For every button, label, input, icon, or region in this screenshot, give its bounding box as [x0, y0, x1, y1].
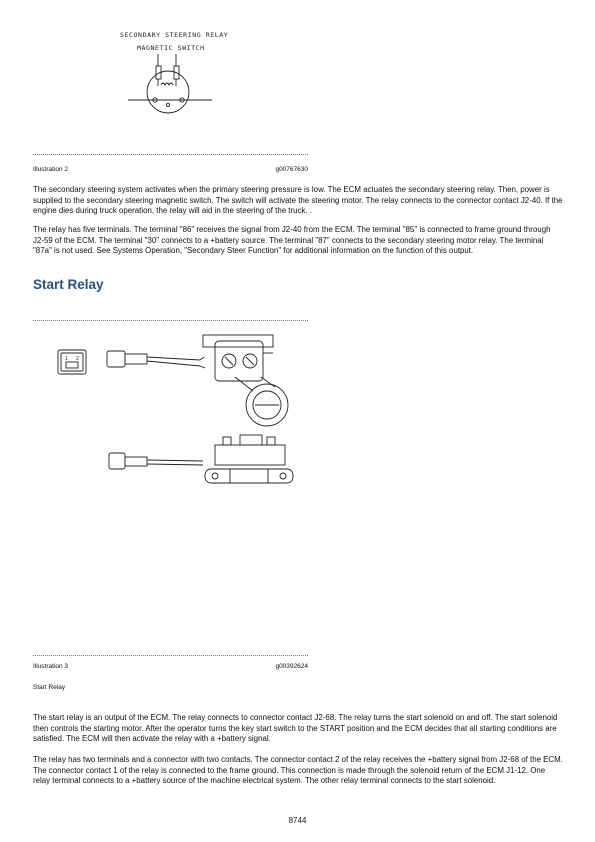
illustration-3-caption: [33, 663, 308, 670]
figure-title-line1: SECONDARY STEERING RELAY: [120, 31, 229, 39]
caption-id: g00767630: [275, 166, 308, 173]
caption-text: Start Relay: [33, 684, 66, 691]
section-heading: Start Relay: [33, 277, 104, 292]
paragraph: The relay has five terminals. The terminal "86" receives the signal from J2-40 from the ECM. The terminal "85" is connected to frame ground through J2-59 of the ECM. The terminal "30" connects to a +battery source. The terminal "87" connects to the secondary steering motor relay. The terminal "87a" is not used. See Systems Operation, "Secondary Steer Function" for additional information on the function of this output.: [33, 225, 551, 255]
paragraph: The secondary steering system activates when the primary steering pressure is low. The ECM actuates the secondary steering relay. Then, power is supplied to the secondary steering magnetic switch. The switch will activate the steering motor. The relay connects to the connector contact J2-40. If the engine dies during truck operation, the relay will aid in the steering of the truck. .: [33, 185, 563, 215]
page-number: 8744: [288, 816, 307, 825]
caption-label: Illustration 3: [33, 663, 69, 670]
caption-rule: [33, 320, 308, 321]
paragraph: The start relay is an output of the ECM. The relay connects to connector contact J2-68. The relay turns the start solenoid on and off. The start solenoid then controls the starting motor. After the operator turns the key start switch to the START position and the ECM decides that all starting conditions are satisfied. The ECM will then activate the relay with a +battery signal.: [33, 713, 558, 743]
pin-label: 2: [76, 356, 79, 362]
illustration-2-caption: [33, 166, 308, 173]
caption-id: g00392624: [275, 663, 308, 670]
connector-icon: [57, 347, 87, 377]
caption-rule: [33, 154, 308, 155]
caption-rule: [33, 655, 308, 656]
paragraph: The relay has two terminals and a connector with two contacts. The connector contact 2 of the relay receives the +battery signal from J2-68 of the ECM. The connector contact 1 of the relay is connected to the frame ground. This connection is made through the solenoid return of the ECM J1-12. One relay terminal connects to a +battery source of the machine electrical system. The other relay terminal connects to the start solenoid.: [33, 755, 563, 785]
caption-label: Illustration 2: [33, 166, 69, 173]
figure-title-line2: MAGNETIC SWITCH: [137, 44, 205, 52]
start-relay-drawing: [105, 333, 305, 493]
pin-label: 1: [65, 356, 68, 362]
secondary-steering-relay-drawing: [120, 52, 220, 122]
